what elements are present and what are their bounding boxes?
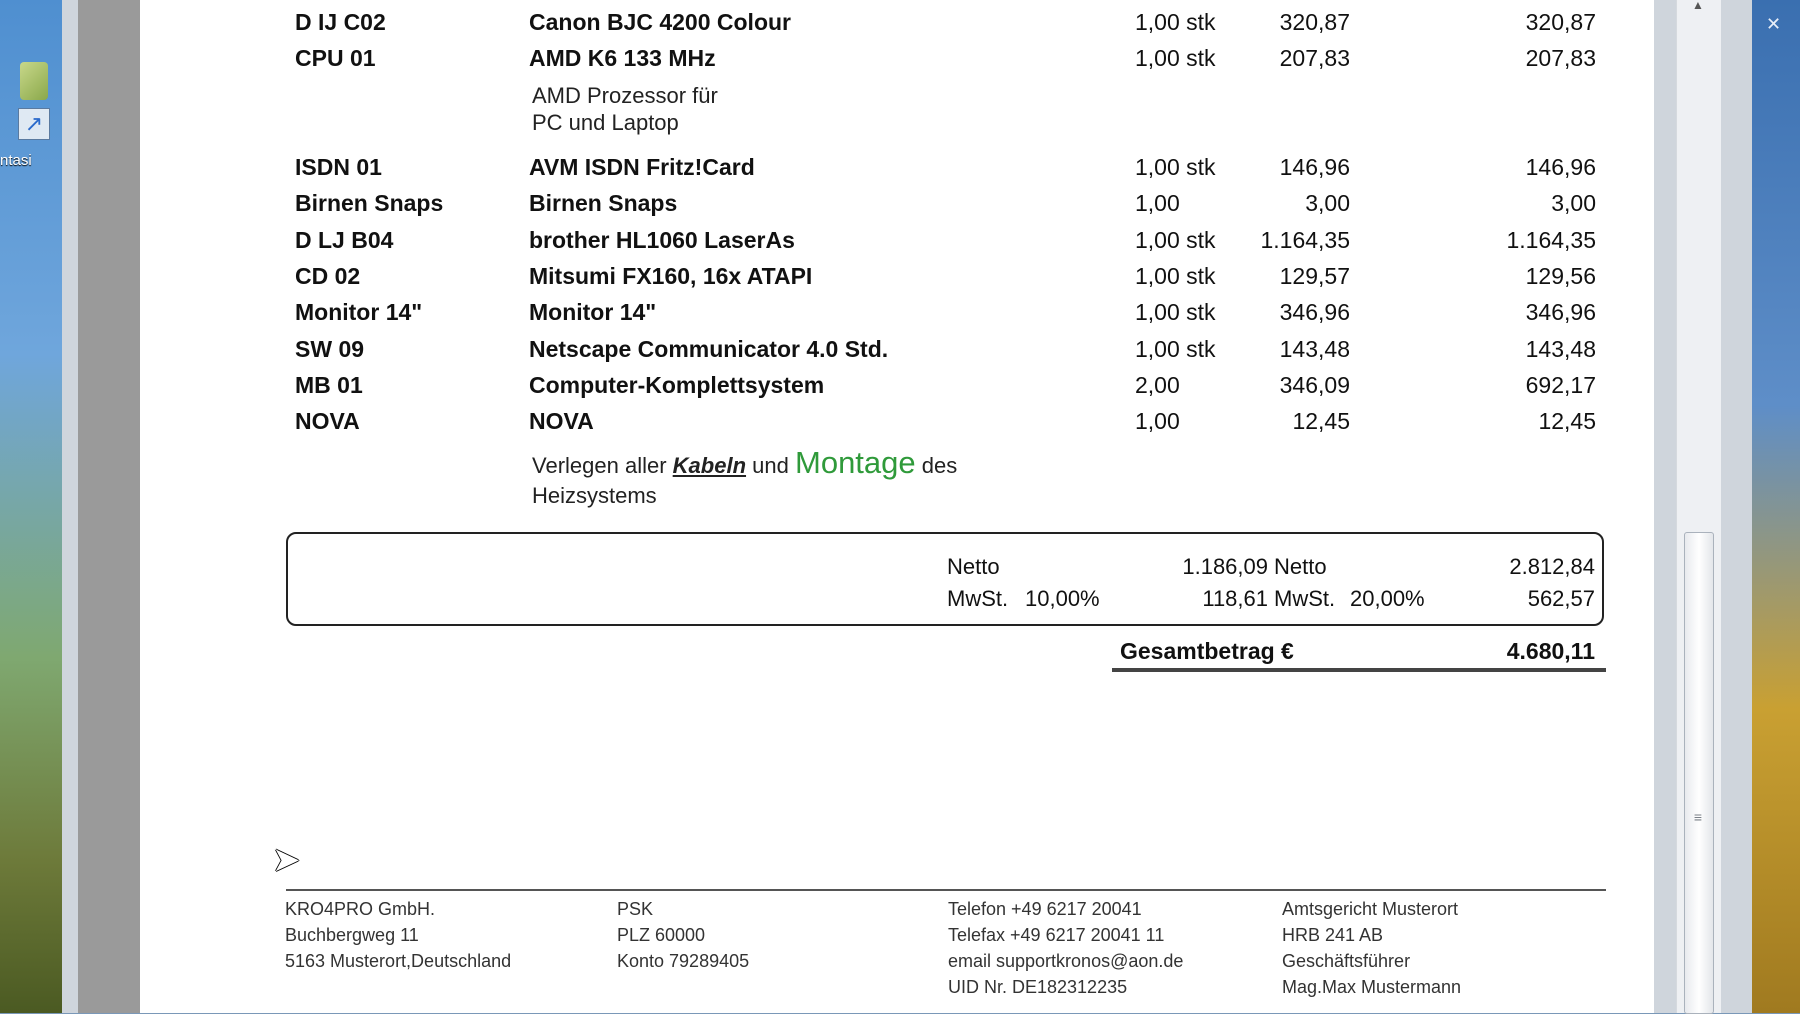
note-text-montage: Montage — [795, 445, 916, 480]
item-code: Monitor 14" — [295, 299, 423, 325]
footer-line: PLZ 60000 — [617, 925, 706, 945]
footer-line: KRO4PRO GmbH. — [285, 899, 436, 919]
footer-line: Mag.Max Mustermann — [1282, 977, 1462, 997]
item-quantity: 1,00 stk — [1135, 154, 1216, 180]
note-text: und — [752, 453, 789, 478]
item-description: NOVA — [529, 408, 594, 434]
item-total: 129,56 — [1525, 263, 1596, 289]
item-code: D LJ B04 — [295, 227, 394, 253]
invoice-line — [0, 154, 1800, 184]
item-code: NOVA — [295, 408, 360, 434]
note-text: des — [921, 453, 958, 478]
item-total: 320,87 — [1525, 9, 1596, 35]
note-text-kabeln: Kabeln — [672, 453, 747, 478]
item-total: 346,96 — [1525, 299, 1596, 325]
footer-line: 5163 Musterort,Deutschland — [285, 951, 512, 971]
footer-contact — [948, 896, 1183, 1000]
item-quantity: 1,00 stk — [1135, 336, 1216, 362]
mwst-label: MwSt. — [947, 586, 1009, 611]
invoice-line — [0, 190, 1800, 220]
item-quantity: 1,00 stk — [1135, 299, 1216, 325]
item-total: 692,17 — [1525, 372, 1596, 398]
item-code: ISDN 01 — [295, 154, 382, 180]
desktop-icon-label: ntasi — [0, 152, 32, 169]
item-description: Computer-Komplettsystem — [529, 372, 825, 398]
mwst-value: 562,57 — [1527, 586, 1595, 611]
note-line: Heizsystems — [532, 483, 657, 508]
item-quantity: 1,00 stk — [1135, 9, 1216, 35]
invoice-line — [0, 372, 1800, 402]
item-price: 346,09 — [1279, 372, 1350, 398]
netto-label: Netto — [1274, 554, 1327, 579]
footer-company — [285, 896, 511, 974]
item-price: 3,00 — [1305, 190, 1350, 216]
grand-total-value: 4.680,11 — [1506, 638, 1595, 664]
footer-line: Amtsgericht Musterort — [1282, 899, 1459, 919]
item-code: SW 09 — [295, 336, 365, 362]
item-price: 207,83 — [1279, 45, 1350, 71]
mwst-value: 118,61 — [1202, 586, 1268, 611]
item-quantity: 1,00 — [1135, 190, 1180, 216]
footer-registry — [1282, 896, 1461, 1000]
item-note — [532, 445, 958, 511]
item-total: 12,45 — [1538, 408, 1596, 434]
scrollbar-thumb[interactable] — [1684, 532, 1714, 1014]
invoice-line — [0, 45, 1800, 75]
item-description: Canon BJC 4200 Colour — [529, 9, 791, 35]
window-close-icon[interactable]: ✕ — [1766, 14, 1782, 34]
item-total: 146,96 — [1525, 154, 1596, 180]
item-quantity: 1,00 — [1135, 408, 1180, 434]
netto-value: 1.186,09 — [1182, 554, 1268, 579]
item-description: Mitsumi FX160, 16x ATAPI — [529, 263, 813, 289]
item-total: 143,48 — [1525, 336, 1596, 362]
item-note — [532, 82, 718, 136]
item-price: 346,96 — [1279, 299, 1350, 325]
footer-line: Buchbergweg 11 — [285, 925, 419, 945]
netto-label: Netto — [947, 554, 1000, 579]
item-code: Birnen Snaps — [295, 190, 444, 216]
invoice-line — [0, 408, 1800, 438]
invoice-line — [0, 227, 1800, 257]
netto-value: 2.812,84 — [1509, 554, 1595, 579]
note-line: AMD Prozessor für — [532, 83, 718, 108]
grand-total-underline — [1112, 668, 1606, 672]
invoice-line — [0, 336, 1800, 366]
item-price: 12,45 — [1292, 408, 1350, 434]
item-price: 146,96 — [1279, 154, 1350, 180]
scroll-up-arrow-icon[interactable]: ▲ — [1692, 0, 1704, 12]
footer-line: HRB 241 AB — [1282, 925, 1384, 945]
footer-line: PSK — [617, 899, 654, 919]
item-price: 1.164,35 — [1260, 227, 1350, 253]
footer-line: Geschäftsführer — [1282, 951, 1411, 971]
note-line: PC und Laptop — [532, 110, 679, 135]
footer-line: Konto 79289405 — [617, 951, 750, 971]
grand-total-label: Gesamtbetrag € — [1120, 638, 1294, 664]
item-quantity: 2,00 — [1135, 372, 1180, 398]
mwst-label: MwSt. — [1274, 586, 1336, 611]
item-total: 207,83 — [1525, 45, 1596, 71]
footer-line: email supportkronos@aon.de — [948, 951, 1184, 971]
invoice-line — [0, 9, 1800, 39]
item-description: Netscape Communicator 4.0 Std. — [529, 336, 889, 362]
invoice-line — [0, 299, 1800, 329]
note-line — [532, 445, 958, 481]
item-description: Monitor 14" — [529, 299, 657, 325]
item-description: Birnen Snaps — [529, 190, 678, 216]
item-price: 129,57 — [1279, 263, 1350, 289]
item-description: AVM ISDN Fritz!Card — [529, 154, 755, 180]
item-code: CPU 01 — [295, 45, 376, 71]
invoice-line — [0, 263, 1800, 293]
item-code: CD 02 — [295, 263, 361, 289]
scroll-grip-icon: ≡ — [1693, 809, 1703, 825]
item-quantity: 1,00 stk — [1135, 227, 1216, 253]
item-quantity: 1,00 stk — [1135, 45, 1216, 71]
item-description: brother HL1060 LaserAs — [529, 227, 795, 253]
item-total: 1.164,35 — [1506, 227, 1596, 253]
desktop-background-right — [1752, 0, 1800, 1013]
footer-line: Telefax +49 6217 20041 11 — [948, 925, 1165, 945]
footer-bank — [617, 896, 749, 974]
item-price: 143,48 — [1279, 336, 1350, 362]
item-description: AMD K6 133 MHz — [529, 45, 716, 71]
shortcut-arrow-icon[interactable]: ↗ — [18, 108, 50, 140]
footer-line: Telefon +49 6217 20041 — [948, 899, 1142, 919]
item-total: 3,00 — [1551, 190, 1596, 216]
footer-line: UID Nr. DE182312235 — [948, 977, 1128, 997]
mouse-pointer-icon: ➤ — [272, 841, 301, 879]
item-price: 320,87 — [1279, 9, 1350, 35]
mwst-rate: 20,00% — [1350, 586, 1425, 611]
viewer-gutter — [78, 0, 140, 1013]
item-quantity: 1,00 stk — [1135, 263, 1216, 289]
footer-divider — [286, 889, 1606, 891]
note-text: Verlegen aller — [532, 453, 667, 478]
item-code: MB 01 — [295, 372, 363, 398]
item-code: D IJ C02 — [295, 9, 386, 35]
mwst-rate: 10,00% — [1025, 586, 1100, 611]
